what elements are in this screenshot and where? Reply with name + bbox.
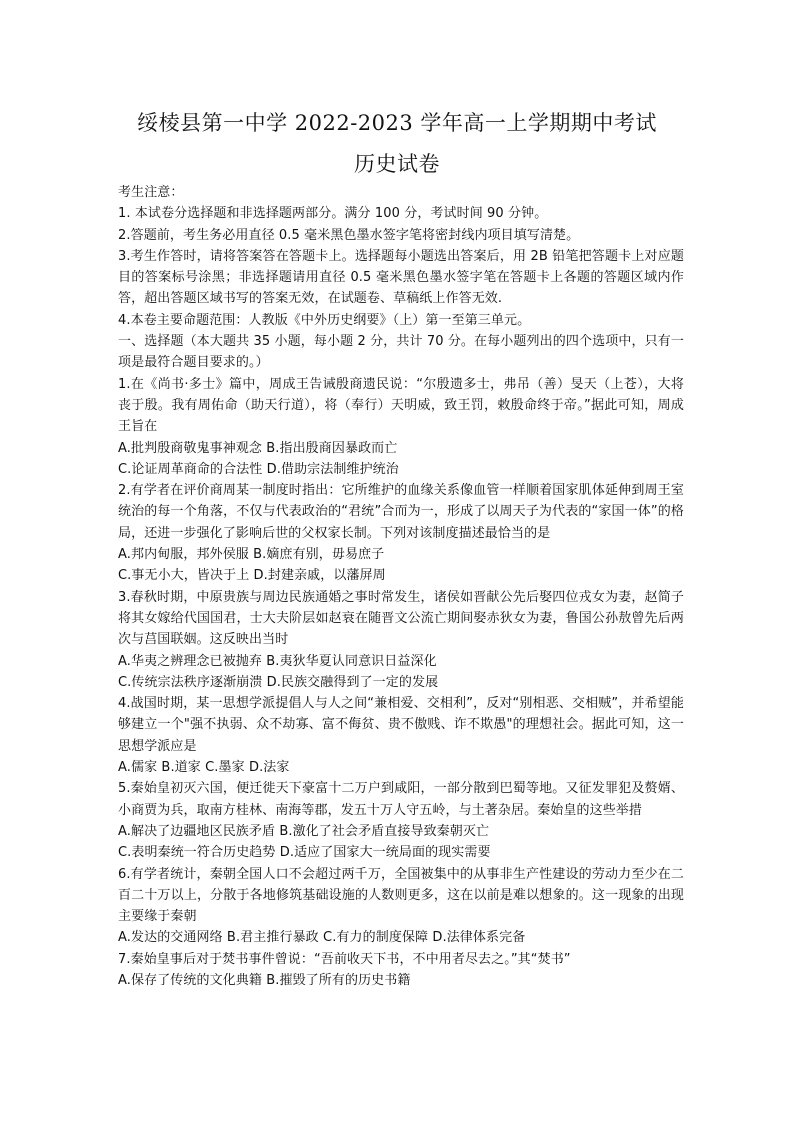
question-stem: 3.春秋时期，中原贵族与周边民族通婚之事时常发生，诸侯如晋献公先后娶四位戎女为妻，赵简子将其女嫁给代国国君，士大夫阶层如赵衰在随晋文公流亡期间娶赤狄女为妻，鲁国公孙敖曾先后两次与莒国联姻。这反映出当时 [118,589,684,648]
notice-item: 2.答题前，考生务必用直径 0.5 毫米黑色墨水签字笔将密封线内项目填写清楚。 [118,227,580,243]
question-stem: 2.有学者在评价商周某一制度时指出：它所维护的血缘关系像血管一样顺着国家肌体延伸到周王室统治的每一个角落，不仅与代表政治的“君统”合而为一，形成了以周天子为代表的“家国一体”的格局，还进一步强化了影响后世的父权家长制。下列对该制度描述最恰当的是 [118,483,684,541]
exam-body [118,182,684,991]
page-title: 绥棱县第一中学 2022-2023 学年高一上学期期中考试 [137,111,657,135]
question-option: C.事无小大，皆决于上 D.封建亲戚，以藩屏周 [118,568,386,584]
notice-item: 1. 本试卷分选择题和非选择题两部分。满分 100 分，考试时间 90 分钟。 [118,206,548,222]
question-option: A.保存了传统的文化典籍 B.摧毁了所有的历史书籍 [118,972,411,988]
notice-item: 3.考生作答时，请将答案答在答题卡上。选择题每小题选出答案后，用 2B 铅笔把答题卡上对应题目的答案标号涂黑；非选择题请用直径 0.5 毫米黑色墨水签字笔在答题卡上各题的答题区域内作答，超出答题区域书写的答案无效，在试题卷、草稿纸上作答无效. [118,248,684,307]
notice-item: 4.本卷主要命题范围：人教版《中外历史纲要》（上）第一至第三单元。 [118,312,531,328]
question-option: A.发达的交通网络 B.君主推行暴政 C.有力的制度保障 D.法律体系完备 [118,930,526,946]
question-stem: 4.战国时期，某一思想学派提倡人与人之间“兼相爱、交相利”，反对“别相恶、交相贼”，并希望能够建立一个"强不执弱、众不劫寡、富不侮贫、贵不傲贱、诈不欺愚"的理想社会。据此可知，这一思想学派应是 [118,696,684,754]
question-option: A.邦内甸服，邦外侯服 B.嫡庶有别，毋易庶子 [118,547,385,563]
question-option: C.论证周革商命的合法性 D.借助宗法制维护统治 [118,461,399,477]
question-option: A.华夷之辨理念已被抛弃 B.夷狄华夏认同意识日益深化 [118,653,437,669]
page-subtitle: 历史试卷 [354,152,440,176]
question-option: A.儒家 B.道家 C.墨家 D.法家 [118,760,290,776]
question-stem: 6.有学者统计，秦朝全国人口不会超过两千万，全国被集中的从事非生产性建设的劳动力至少在二百二十万以上，分散于各地修筑基础设施的人数则更多，这在以前是难以想象的。这一现象的出现主要缘于秦朝 [118,866,684,925]
section-heading: 一、选择题（本大题共 35 小题，每小题 2 分，共计 70 分。在每小题列出的四个选项中，只有一项是最符合题目要求的。） [118,334,684,371]
question-option: A.批判殷商敬鬼事神观念 B.指出殷商因暴政而亡 [118,440,398,456]
question-option: C.表明秦统一符合历史趋势 D.适应了国家大一统局面的现实需要 [118,845,491,861]
notice-heading: 考生注意： [118,185,184,200]
question-option: C.传统宗法秩序逐渐崩溃 D.民族交融得到了一定的发展 [118,674,439,690]
question-stem: 5.秦始皇初灭六国，便迁徙天下豪富十二万户到咸阳，一部分散到巴蜀等地。又征发罪犯及赘婿、小商贾为兵，取南方桂林、南海等郡，发五十万人守五岭，与土著杂居。秦始皇的这些举措 [118,781,684,818]
question-option: A.解决了边疆地区民族矛盾 B.激化了社会矛盾直接导致秦朝灭亡 [118,823,490,839]
question-stem: 1.在《尚书·多士》篇中，周成王告诫殷商遗民说：“尔殷遗多士，弗吊（善）旻天（上苍），大将丧于殷。我有周佑命（助天行道），将（奉行）天明威，致王罚，敕殷命终于帝。”据此可知，周成王旨在 [118,376,684,435]
question-stem: 7.秦始皇事后对于焚书事件曾说：“吾前收天下书，不中用者尽去之。”其“焚书” [118,951,571,967]
